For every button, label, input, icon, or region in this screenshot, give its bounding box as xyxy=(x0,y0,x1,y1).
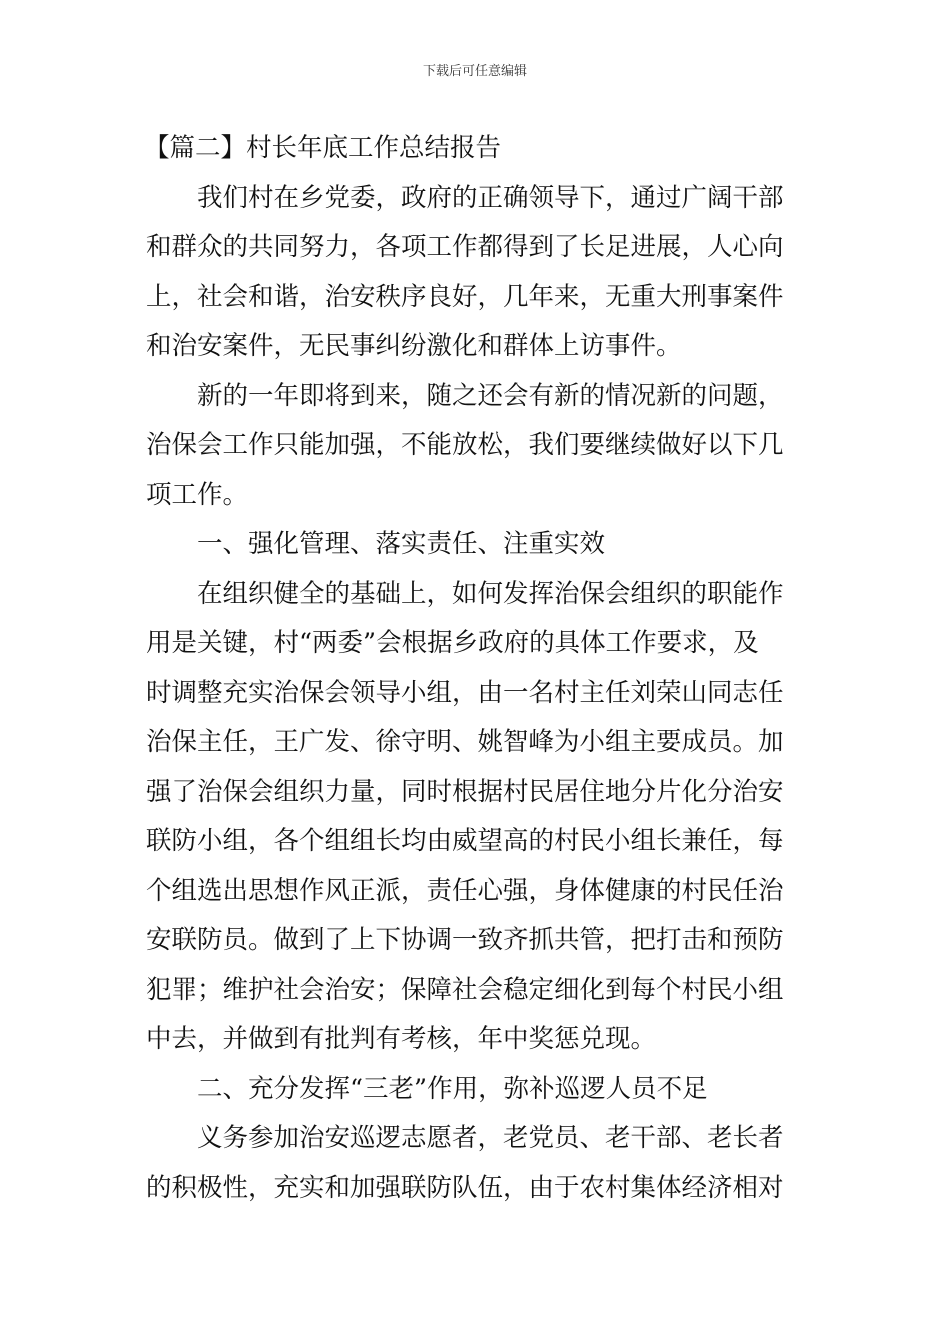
text-line: 安联防员。做到了上下协调一致齐抓共管，把打击和预防 xyxy=(146,925,784,955)
text-line: 项工作。 xyxy=(146,479,249,510)
text-line: 强了治保会组织力量，同时根据村民居住地分片化分治安 xyxy=(146,776,784,807)
text-line: 治保会工作只能加强，不能放松，我们要继续做好以下几 xyxy=(146,430,784,460)
header-text: 下载后可任意编辑 xyxy=(422,64,527,79)
section-heading-text: 一、强化管理、落实责任、注重实效 xyxy=(197,529,606,559)
text-line: 联防小组，各个组组长均由威望高的村民小组长兼任，每 xyxy=(146,826,784,856)
paragraph-intro xyxy=(146,174,806,372)
document-title: 【篇二】村长年底工作总结报告 xyxy=(144,133,502,163)
text-line: 和治安案件，无民事纠纷激化和群体上访事件。 xyxy=(146,331,682,361)
text-line: 新的一年即将到来，随之还会有新的情况新的问题， xyxy=(197,380,784,411)
text-line: 上，社会和谐，治安秩序良好，几年来，无重大刑事案件 xyxy=(146,281,784,312)
text-line: 的积极性，充实和加强联防队伍，由于农村集体经济相对 xyxy=(146,1172,784,1203)
document-body xyxy=(146,124,806,1213)
page-header xyxy=(0,64,950,80)
text-line: 用是关键，村“两委”会根据乡政府的具体工作要求，及 xyxy=(146,628,759,658)
paragraph-new-year xyxy=(146,372,806,521)
text-line: 个组选出思想作风正派，责任心强，身体健康的村民任治 xyxy=(146,875,784,906)
text-line: 犯罪；维护社会治安；保障社会稳定细化到每个村民小组 xyxy=(146,974,784,1005)
text-line: 和群众的共同努力，各项工作都得到了长足进展，人心向 xyxy=(146,232,784,262)
section-heading-1 xyxy=(146,520,806,570)
paragraph-organization xyxy=(146,570,806,1065)
text-line: 义务参加治安巡逻志愿者，老党员、老干部、老长者 xyxy=(197,1123,784,1153)
text-line: 时调整充实治保会领导小组，由一名村主任刘荣山同志任 xyxy=(146,677,784,708)
section-heading-2 xyxy=(146,1065,806,1115)
text-line: 治保主任，王广发、徐守明、姚智峰为小组主要成员。加 xyxy=(146,727,784,757)
text-line: 我们村在乡党委，政府的正确领导下，通过广阔干部 xyxy=(197,182,784,213)
section-heading-text: 二、充分发挥“三老”作用，弥补巡逻人员不足 xyxy=(197,1073,708,1104)
paragraph-volunteers xyxy=(146,1114,806,1213)
text-line: 中去，并做到有批判有考核，年中奖惩兑现。 xyxy=(146,1024,657,1054)
text-line: 在组织健全的基础上，如何发挥治保会组织的职能作 xyxy=(197,578,784,609)
